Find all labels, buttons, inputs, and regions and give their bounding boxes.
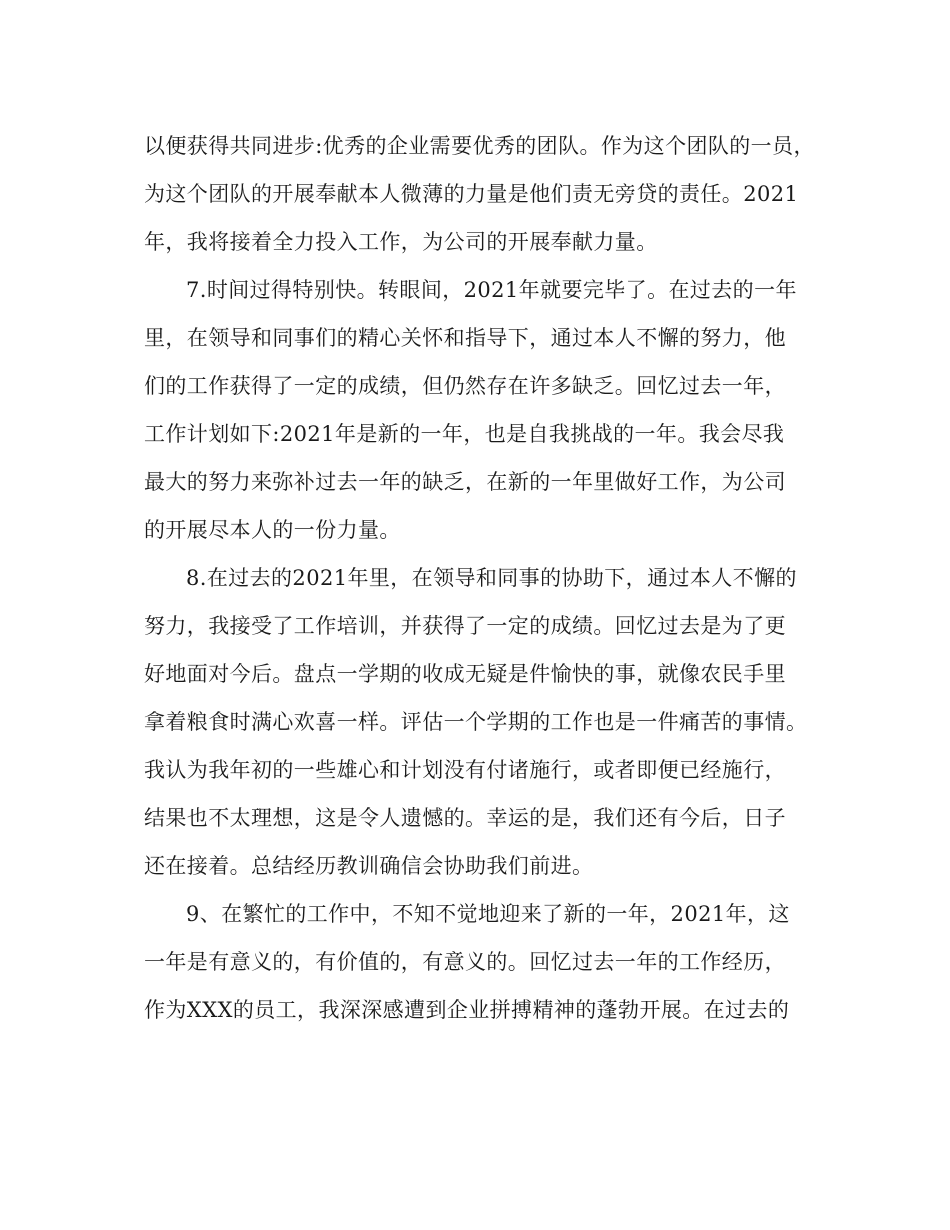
text-line: 们的工作获得了一定的成绩，但仍然存在许多缺乏。回忆过去一年，: [144, 374, 786, 398]
text-line: 一年是有意义的，有价值的，有意义的。回忆过去一年的工作经历，: [144, 950, 786, 974]
text-line: 里，在领导和同事们的精心关怀和指导下，通过本人不懈的努力，他: [144, 326, 786, 350]
text-line: 结果也不太理想，这是令人遗憾的。幸运的是，我们还有今后，日子: [144, 806, 786, 830]
paragraph-9-start: 9、在繁忙的工作中，不知不觉地迎来了新的一年，2021年，这: [186, 902, 790, 926]
text-line: 的开展尽本人的一份力量。: [144, 518, 401, 542]
text-line: 作为XXX的员工，我深深感遭到企业拼搏精神的蓬勃开展。在过去的: [144, 998, 790, 1022]
text-line: 我认为我年初的一些雄心和计划没有付诸施行，或者即便已经施行，: [144, 758, 786, 782]
paragraph-8-start: 8.在过去的2021年里，在领导和同事的协助下，通过本人不懈的: [186, 566, 797, 590]
text-line: 努力，我接受了工作培训，并获得了一定的成绩。回忆过去是为了更: [144, 614, 786, 638]
text-line: 工作计划如下:2021年是新的一年，也是自我挑战的一年。我会尽我: [144, 422, 785, 446]
text-line: 为这个团队的开展奉献本人微薄的力量是他们责无旁贷的责任。2021: [144, 182, 799, 206]
text-line: 年，我将接着全力投入工作，为公司的开展奉献力量。: [144, 230, 658, 254]
text-line: 以便获得共同进步:优秀的企业需要优秀的团队。作为这个团队的一员，: [144, 134, 815, 158]
paragraph-7-start: 7.时间过得特别快。转眼间，2021年就要完毕了。在过去的一年: [186, 278, 797, 302]
text-line: 拿着粮食时满心欢喜一样。评估一个学期的工作也是一件痛苦的事情。: [144, 710, 808, 734]
text-line: 还在接着。总结经历教训确信会协助我们前进。: [144, 854, 594, 878]
text-line: 好地面对今后。盘点一学期的收成无疑是件愉快的事，就像农民手里: [144, 662, 786, 686]
text-line: 最大的努力来弥补过去一年的缺乏，在新的一年里做好工作，为公司: [144, 470, 786, 494]
